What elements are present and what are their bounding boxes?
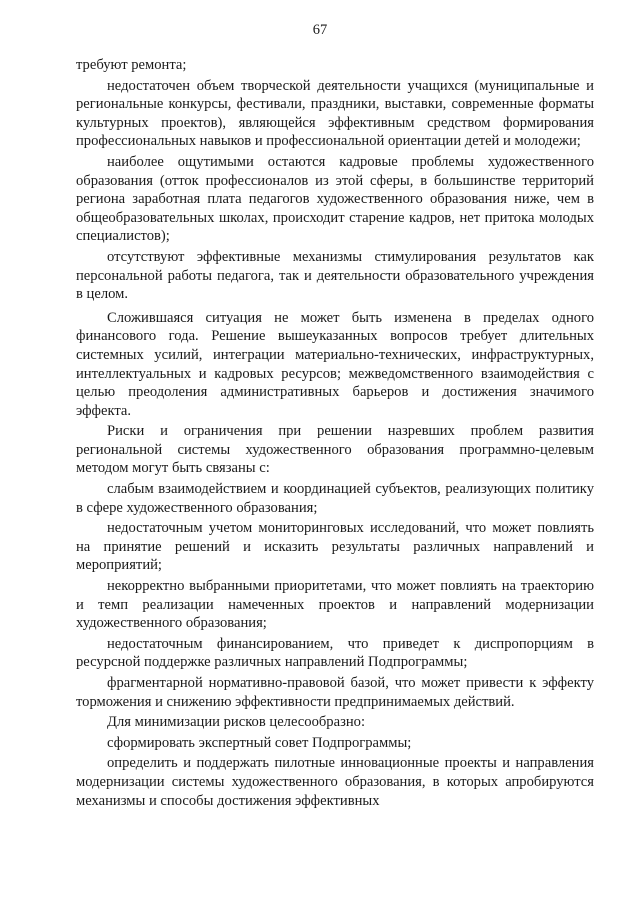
paragraph-risk-interaction: слабым взаимодействием и координацией субъектов, реализующих политику в сфере художественного образования; (76, 481, 594, 516)
paragraph-situation: Сложившаяся ситуация не может быть изменена в пределах одного финансового года. Решение вышеуказанных вопросов требует длительных системных усилий, интеграции материально-технических, инфраструктурных, интеллектуальных и кадровых ресурсов; межведомственного взаимодействия с целью преодоления административных барьеров и достижения значимого эффекта. (76, 309, 594, 419)
paragraph-risk-legal-base: фрагментарной нормативно-правовой базой, что может привести к эффекту торможения и снижению эффективности предпринимаемых действий. (76, 675, 594, 710)
paragraph-continuation: требуют ремонта; (76, 57, 187, 73)
paragraph-incentive-mechanisms: отсутствуют эффективные механизмы стимулирования результатов как персональной работы педагога, так и деятельности образовательного учреждения в целом. (76, 248, 594, 303)
paragraph-risk-monitoring: недостаточным учетом мониторинговых исследований, что может повлиять на принятие решений и исказить результаты различных направлений и мероприятий; (76, 520, 594, 574)
paragraph-risk-financing: недостаточным финансированием, что приведет к диспропорциям в ресурсной поддержке различных направлений Подпрограммы; (76, 635, 594, 671)
paragraph-risk-priorities: некорректно выбранными приоритетами, что может повлиять на траекторию и темп реализации намеченных проектов и направлений модернизации художественного образования; (76, 578, 594, 632)
paragraph-staff-problems: наиболее ощутимыми остаются кадровые проблемы художественного образования (отток профессионалов из этой сферы, в большинстве территорий региона заработная плата педагогов художественного образования ниже, чем в общеобразовательных школах, происходит старение кадров, нет притока молодых специалистов); (76, 153, 594, 245)
paragraph-expert-council: сформировать экспертный совет Подпрограммы; (107, 734, 412, 751)
page-number: 67 (312, 22, 328, 38)
paragraph-creative-activity: недостаточен объем творческой деятельности учащихся (муниципальные и региональные конкурсы, фестивали, праздники, выставки, современные форматы культурных проектов), являющейся эффективным средством формирования профессиональных навыков и профессиональной ориентации детей и молодежи; (76, 77, 594, 150)
paragraph-minimization-intro: Для минимизации рисков целесообразно: (107, 714, 366, 731)
paragraph-risks-intro: Риски и ограничения при решении назревших проблем развития региональной системы художественного образования программно-целевым методом могут быть связаны с: (76, 423, 594, 477)
paragraph-pilot-projects: определить и поддержать пилотные инновационные проекты и направления модернизации системы художественного образования, в которых апробируются механизмы и способы достижения эффективных (76, 755, 594, 809)
document-body (76, 56, 594, 812)
